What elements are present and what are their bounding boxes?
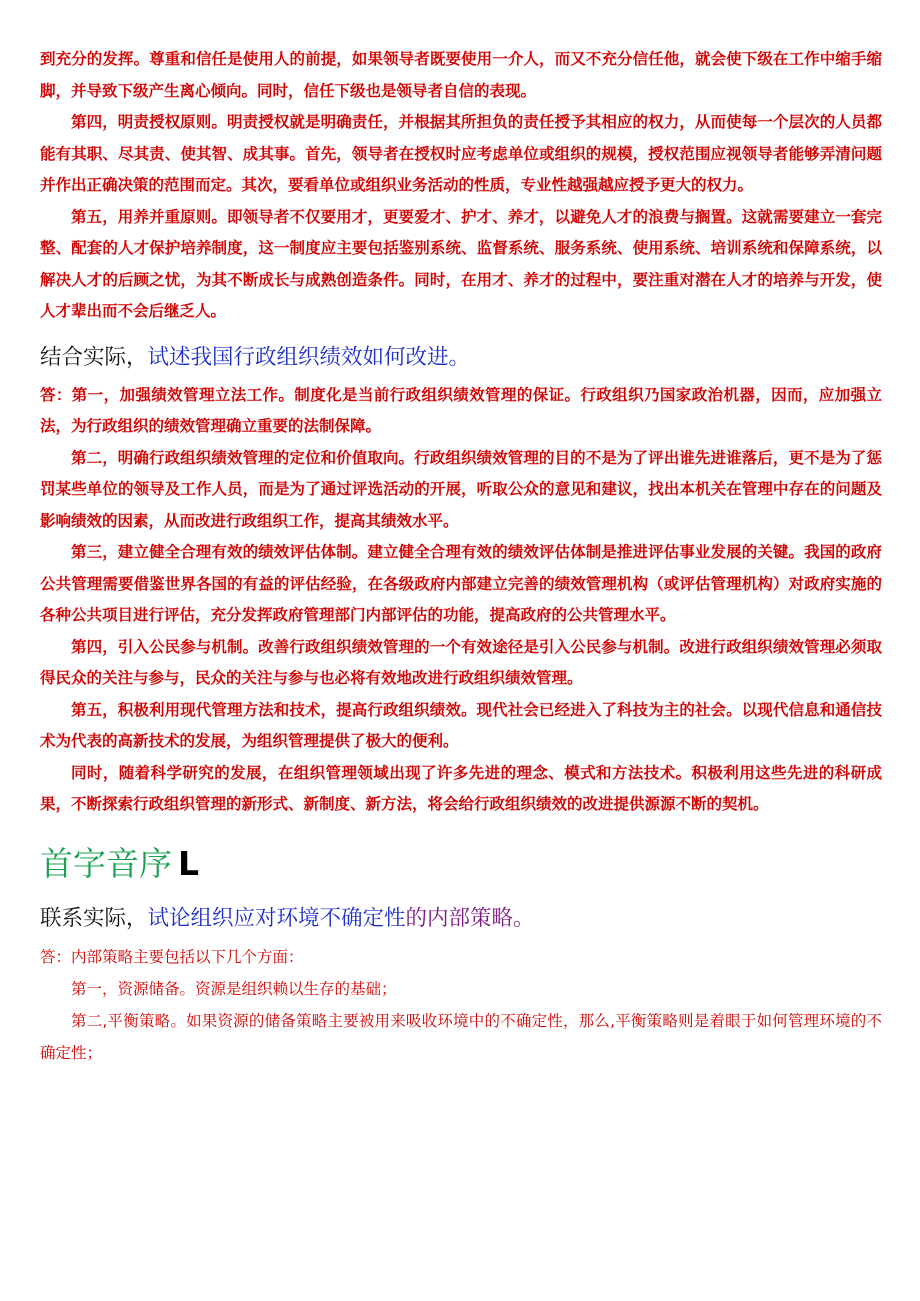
section-header-pinyin-order bbox=[40, 839, 882, 889]
document-page bbox=[40, 44, 882, 1069]
question-topic-suffix: 的内部策略。 bbox=[405, 905, 535, 931]
question-heading-uncertainty bbox=[40, 901, 882, 937]
question-prefix: 结合实际， bbox=[40, 344, 148, 370]
answer-paragraph-6: 同时，随着科学研究的发展，在组织管理领域出现了许多先进的理念、模式和方法技术。积极利用这些先进的科研成果，不断探索行政组织管理的新形式、新制度、新方法，将会给行政组织绩效的改进提供源源不断的契机。 bbox=[40, 763, 882, 813]
paragraph-principle-five: 第五，用养并重原则。即领导者不仅要用才，更要爱才、护才、养才，以避免人才的浪费与搁置。这就需要建立一套完整、配套的人才保护培养制度，这一制度应主要包括鉴别系统、监督系统、服务系统、使用系统、培训系统和保障系统，以解决人才的后顾之忧，为其不断成长与成熟创造条件。同时，在用才、养才的过程中，要注重对潜在人才的培养与开发，使人才辈出而不会后继乏人。 bbox=[40, 207, 882, 320]
paragraph-trust-continuation: 到充分的发挥。尊重和信任是使用人的前提，如果领导者既要使用一介人，而又不充分信任他，就会使下级在工作中缩手缩脚，并导致下级产生离心倾向。同时，信任下级也是领导者自信的表现。 bbox=[40, 50, 882, 100]
paragraph-principle-four: 第四，明责授权原则。明责授权就是明确责任，并根据其所担负的责任授予其相应的权力，从而使每一个层次的人员都能有其职、尽其责、使其智、成其事。首先，领导者在授权时应考虑单位或组织的规模，授权范围应视领导者能够弄清问题并作出正确决策的范围而定。其次，要看单位或组织业务活动的性质，专业性越强越应授予更大的权力。 bbox=[40, 113, 882, 194]
answer-paragraph-4: 第四，引入公民参与机制。改善行政组织绩效管理的一个有效途径是引入公民参与机制。改进行政组织绩效管理必须取得民众的关注与参与，民众的关注与参与也必将有效地改进行政组织绩效管理。 bbox=[40, 637, 882, 687]
answer-paragraph-1: 答：第一，加强绩效管理立法工作。制度化是当前行政组织绩效管理的保证。行政组织乃国家政治机器，因而，应加强立法，为行政组织的绩效管理确立重要的法制保障。 bbox=[40, 385, 882, 435]
answer-paragraph-2: 第二，明确行政组织绩效管理的定位和价值取向。行政组织绩效管理的目的不是为了评出谁先进谁落后，更不是为了惩罚某些单位的领导及工作人员，而是为了通过评选活动的开展，听取公众的意见和建议，找出本机关在管理中存在的问题及影响绩效的因素，从而改进行政组织工作，提高其绩效水平。 bbox=[40, 448, 882, 530]
question-heading-performance bbox=[40, 340, 882, 376]
answer-paragraph-5: 第五，积极利用现代管理方法和技术，提高行政组织绩效。现代社会已经进入了科技为主的社会。以现代信息和通信技术为代表的高新技术的发展，为组织管理提供了极大的便利。 bbox=[40, 700, 882, 750]
question-topic: 试论组织应对环境不确定性 bbox=[147, 905, 406, 931]
section-letter: L bbox=[178, 843, 200, 883]
section-title: 首字音序 bbox=[40, 843, 172, 883]
question-topic: 试述我国行政组织绩效如何改进。 bbox=[147, 344, 471, 370]
answer2-paragraph-2: 第一，资源储备。资源是组织赖以生存的基础； bbox=[71, 979, 397, 998]
answer2-paragraph-1: 答：内部策略主要包括以下几个方面： bbox=[40, 947, 304, 966]
answer-paragraph-3: 第三，建立健全合理有效的绩效评估体制。建立健全合理有效的绩效评估体制是推进评估事业发展的关键。我国的政府公共管理需要借鉴世界各国的有益的评估经验，在各级政府内部建立完善的绩效管理机构（或评估管理机构）对政府实施的各种公共项目进行评估，充分发挥政府管理部门内部评估的功能，提高政府的公共管理水平。 bbox=[40, 543, 882, 624]
question-prefix: 联系实际， bbox=[40, 905, 148, 931]
answer2-paragraph-3: 第二,平衡策略。如果资源的储备策略主要被用来吸收环境中的不确定性，那么,平衡策略则是着眼于如何管理环境的不确定性； bbox=[40, 1011, 882, 1062]
